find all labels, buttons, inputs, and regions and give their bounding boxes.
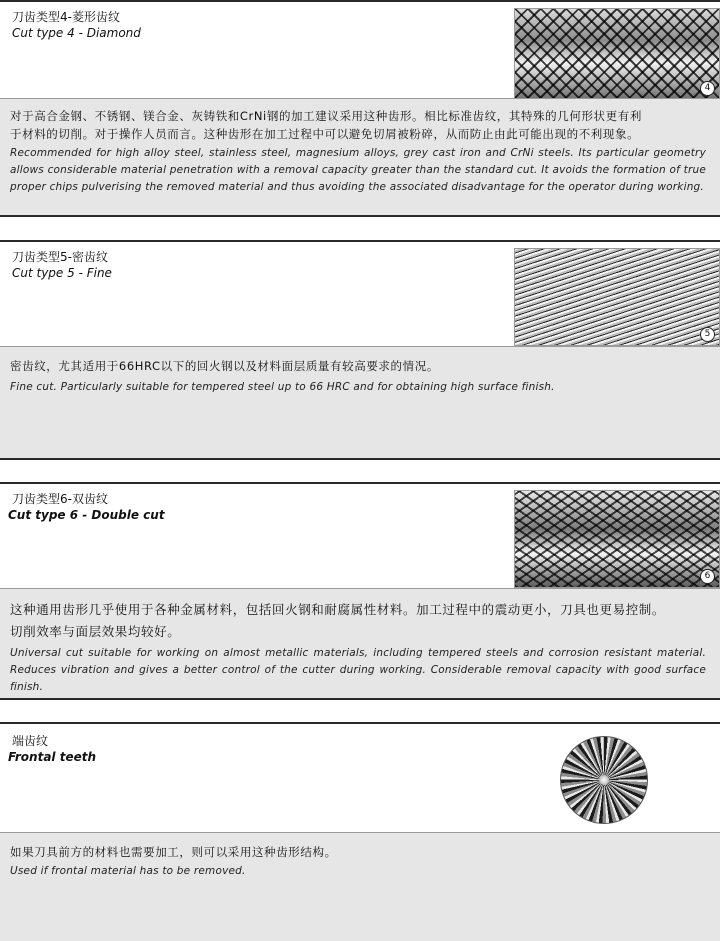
description-zh: [10, 599, 710, 643]
section-description-cut-type-6: [0, 588, 720, 700]
description-zh-line: 对于高合金钢、不锈钢、镁合金、灰铸铁和CrNi钢的加工建议采用这种齿形。相比标准齿纹，其特殊的几何形状更有利: [10, 109, 642, 123]
diamond-cut-burr-photo: [514, 8, 720, 100]
badge-number: 5: [700, 327, 715, 342]
section-description-frontal-teeth: [0, 832, 720, 941]
section-title-zh: 刀齿类型5-密齿纹: [12, 250, 108, 264]
section-title-en: Frontal teeth: [8, 750, 97, 764]
description-zh-line: 这种通用齿形几乎使用于各种金属材料，包括回火钢和耐腐属性材料。加工过程中的震动更小，刀具也更易控制。: [10, 602, 666, 617]
section-description-cut-type-5: [0, 346, 720, 460]
section-title-en: Cut type 5 - Fine: [12, 266, 112, 280]
description-en: Used if frontal material has to be removed.: [10, 865, 246, 877]
section-title-en: Cut type 6 - Double cut: [8, 508, 165, 522]
section-title-zh: 端齿纹: [12, 734, 49, 748]
section-header-cut-type-6: [0, 482, 720, 588]
frontal-teeth-photo: [560, 736, 648, 824]
section-description-cut-type-4: [0, 98, 720, 217]
badge-number: 6: [700, 569, 715, 584]
description-zh: [10, 107, 710, 143]
double-cut-burr-photo: [514, 490, 720, 588]
section-header-cut-type-5: [0, 240, 720, 346]
description-zh-line: 于材料的切削。对于操作人员而言。这种齿形在加工过程中可以避免切屑被粉碎，从而防止由此可能出现的不利现象。: [10, 127, 640, 141]
section-title-zh: 刀齿类型6-双齿纹: [12, 492, 108, 506]
description-zh-line: 切削效率与面层效果均较好。: [10, 624, 181, 639]
description-zh: [10, 357, 710, 375]
fine-cut-burr-photo: [514, 248, 720, 346]
description-zh-line: 密齿纹，尤其适用于66HRC以下的回火钢以及材料面层质量有较高要求的情况。: [10, 359, 439, 373]
description-en: Fine cut. Particularly suitable for tempered steel up to 66 HRC and for obtaining high surface finish.: [10, 381, 555, 393]
description-zh-line: 如果刀具前方的材料也需要加工，则可以采用这种齿形结构。: [10, 845, 337, 859]
description-en: Recommended for high alloy steel, stainless steel, magnesium alloys, grey cast iron and CrNi steels. Its particular geometry allows considerable material penetration with a removal capacity greater than the standard cut. It avoids the formation of true proper chips pulverising the removed material and thus avoiding the associated disadvantage for the operator during working.: [10, 147, 706, 193]
frontal-teeth-hub: [599, 775, 609, 785]
description-en: Universal cut suitable for working on almost metallic materials, including tempered steels and corrosion resistant material. Reduces vibration and gives a better control of the cutter during working. Considerable removal capacity with good surface finish.: [10, 647, 706, 693]
section-header-frontal-teeth: [0, 722, 720, 832]
section-header-cut-type-4: [0, 0, 720, 98]
badge-number: 4: [700, 81, 715, 96]
section-title-en: Cut type 4 - Diamond: [12, 26, 141, 40]
description-zh: [10, 843, 710, 861]
section-title-zh: 刀齿类型4-菱形齿纹: [12, 10, 120, 24]
